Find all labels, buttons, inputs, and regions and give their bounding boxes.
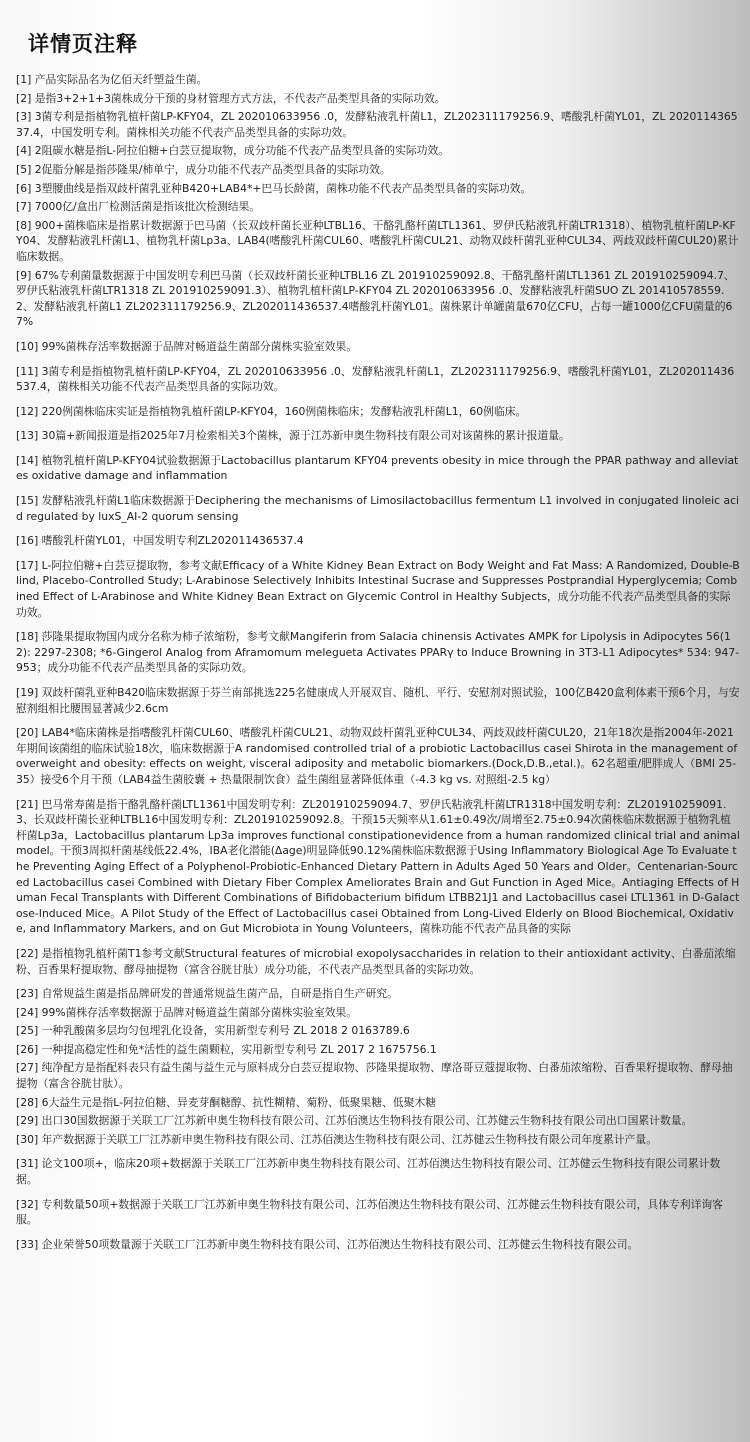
note-item: [6] 3塑腰曲线是指双歧杆菌乳亚种B420+LAB4*+巴马长龄菌，菌株功能不代表产品类型具备的实际功效。 <box>16 181 532 195</box>
note-item: [32] 专利数量50项+数据源于关联工厂江苏新申奥生物科技有限公司、江苏佰澳达生物科技有限公司、江苏健云生物科技有限公司，具体专利详询客服。 <box>16 1197 723 1227</box>
note-item: [12] 220例菌株临床实证是指植物乳植杆菌LP-KFY04，160例菌株临床；发酵粘液乳杆菌L1，60例临床。 <box>16 404 527 418</box>
note-item: [22] 是指植物乳植杆菌T1参考文献Structural features of microbial exopolysaccharides in relation to their antioxidant activity、白番茄浓缩粉、百香果籽提取物、酵母抽提物（富含谷胱甘肽）成分功能，不代表产品类型具备的实际功效。 <box>16 946 736 976</box>
note-item: [17] L-阿拉伯糖+白芸豆提取物，参考文献Efficacy of a White Kidney Bean Extract on Body Weight and Fat Mass: A Randomized, Double-Blind, Placebo-Controlled Study; L-Arabinose Selectively Inhibits Intestinal Sucrase and Suppresses Postprandial Hyperglycemia; Combined Effect of L-Arabinose and White Kidney Bean Extract on Glycemic Control in Healthy Subjects，成分功能不代表产品类型具备的实际功效。 <box>16 558 740 619</box>
note-item: [33] 企业荣誉50项数量源于关联工厂江苏新申奥生物科技有限公司、江苏佰澳达生物科技有限公司、江苏健云生物科技有限公司。 <box>16 1237 639 1251</box>
note-item: [19] 双歧杆菌乳亚种B420临床数据源于芬兰南部挑选225名健康成人开展双盲、随机、平行、安慰剂对照试验，100亿B420盒利体素干预6个月，与安慰剂组相比腰围显著减少2.6cm <box>16 686 740 715</box>
note-item: [1] 产品实际品名为亿佰天纤塑益生菌。 <box>16 73 208 86</box>
note-item: [24] 99%菌株存活率数据源于品牌对畅道益生菌部分菌株实验室效果。 <box>16 1005 358 1019</box>
note-item: [28] 6大益生元是指L-阿拉伯糖、异麦芽酮糖醇、抗性糊精、菊粉、低聚果糖、低聚木糖 <box>16 1095 437 1109</box>
note-item: [8] 900+菌株临床是指累计数据源于巴马菌（长双歧杆菌长亚种LTBL16、干酪乳酪杆菌LTL1361、罗伊氏粘液乳杆菌LTR1318）、植物乳植杆菌LP-KFY04、发酵粘液乳杆菌L1、植物乳杆菌Lp3a、LAB4(嗜酸乳杆菌CUL60、嗜酸乳杆菌CUL21、动物双歧杆菌乳亚种CUL34、两歧双歧杆菌CUL20)累计临床数据。 <box>16 218 739 263</box>
note-item: [26] 一种提高稳定性和免*活性的益生菌颗粒，实用新型专利号 ZL 2017 2 1675756.1 <box>16 1042 437 1056</box>
note-item: [13] 30篇+新闻报道是指2025年7月检索相关3个菌株，源于江苏新申奥生物科技有限公司对该菌株的累计报道量。 <box>16 429 570 443</box>
note-item: [18] 莎隆果提取物国内成分名称为柿子浓缩粉，参考文献Mangiferin from Salacia chinensis Activates AMPK for Lipolysis in Adipocytes 56(12): 2297-2308; *6-Gingerol Analog from Aframomum melegueta Activates PPARγ to Induce Browning in 3T3-L1 Adipocytes* 534: 947-953；成分功能不代表产品类型具备的实际功效。 <box>16 630 740 675</box>
note-item: [16] 嗜酸乳杆菌YL01，中国发明专利ZL202011436537.4 <box>16 534 304 548</box>
note-item: [20] LAB4*临床菌株是指嗜酸乳杆菌CUL60、嗜酸乳杆菌CUL21、动物双歧杆菌乳亚种CUL34、两歧双歧杆菌CUL20，21年18次是指2004年-2021年期间该菌组的临床试验18次，临床数据源于A randomised controlled trial of a probiotic Lactobacillus casei Shirota in the management of overweight and obesity: effects on weight, visceral adiposity and metabolic biomarkers.(Dock,D.B.,etal.)。62名超重/肥胖成人（BMI 25-35）接受6个月干预（LAB4益生菌胶囊 + 热量限制饮食）益生菌组显著降低体重（-4.3 kg vs. 对照组-2.5 kg） <box>16 726 738 786</box>
note-item: [7] 7000亿/盒出厂检测活菌是指该批次检测结果。 <box>16 200 261 214</box>
note-item: [25] 一种乳酸菌多层均匀包埋乳化设备，实用新型专利号 ZL 2018 2 0163789.6 <box>16 1024 410 1038</box>
note-item: [31] 论文100项+，临床20项+数据源于关联工厂江苏新申奥生物科技有限公司、江苏佰澳达生物科技有限公司、江苏健云生物科技有限公司累计数据。 <box>16 1157 721 1187</box>
note-item: [3] 3菌专利是指植物乳植杆菌LP-KFY04，ZL 202010633956 .0，发酵粘液乳杆菌L1，ZL202311179256.9、嗜酸乳杆菌YL01，ZL 202011436537.4，中国发明专利。菌株相关功能不代表产品类型具备的实际功效。 <box>16 110 738 139</box>
page-title: 详情页注释 <box>28 32 138 56</box>
note-item: [14] 植物乳植杆菌LP-KFY04试验数据源于Lactobacillus plantarum KFY04 prevents obesity in mice through the PPAR pathway and alleviates oxidative damage and inflammation <box>16 453 739 483</box>
notes-list <box>16 72 740 1252</box>
note-item: [9] 67%专利菌量数据源于中国发明专利巴马菌（长双歧杆菌长亚种LTBL16 ZL 201910259092.8、干酪乳酪杆菌LTL1361 ZL 201910259094.7、罗伊氏粘液乳杆菌LTR1318 ZL 201910259091.3）、植物乳植杆菌LP-KFY04 ZL 202010633956 .0、发酵粘液乳杆菌SUO ZL 201410578559.2、发酵粘液乳杆菌L1 ZL202311179256.9、ZL202011436537.4嗜酸乳杆菌YL01。菌株累计单罐菌量670亿CFU，占每一罐1000亿CFU菌量的67% <box>16 268 735 329</box>
note-item: [23] 自常规益生菌是指品牌研发的普通常规益生菌产品，自研是指自生产研究。 <box>16 987 398 1001</box>
note-item: [11] 3菌专利是指植物乳植杆菌LP-KFY04，ZL 202010633956 .0、发酵粘液乳杆菌L1，ZL202311179256.9、嗜酸乳杆菌YL01，ZL202011436537.4，菌株相关功能不代表产品类型具备的实际功效。 <box>16 364 735 394</box>
note-item: [2] 是指3+2+1+3菌株成分干预的身材管理方式方法，不代表产品类型具备的实际功效。 <box>16 91 446 105</box>
note-item: [4] 2阻碳水糖是指L-阿拉伯糖+白芸豆提取物，成分功能不代表产品类型具备的实际功效。 <box>16 144 450 158</box>
note-item: [10] 99%菌株存活率数据源于品牌对畅道益生菌部分菌株实验室效果。 <box>16 339 358 353</box>
note-item: [30] 年产数据源于关联工厂江苏新申奥生物科技有限公司、江苏佰澳达生物科技有限公司、江苏健云生物科技有限公司年度累计产量。 <box>16 1132 658 1146</box>
note-item: [29] 出口30国数据源于关联工厂江苏新申奥生物科技有限公司、江苏佰澳达生物科技有限公司、江苏健云生物科技有限公司出口国累计数量。 <box>16 1114 693 1128</box>
note-item: [5] 2促脂分解是指莎隆果/柿单宁，成分功能不代表产品类型具备的实际功效。 <box>16 162 391 176</box>
note-item: [27] 纯净配方是指配料表只有益生菌与益生元与原料成分白芸豆提取物、莎隆果提取物、摩洛哥豆蔻提取物、白番茄浓缩粉、百香果籽提取物、酵母抽提物（富含谷胱甘肽）。 <box>16 1061 733 1091</box>
note-item: [21] 巴马常寿菌是指干酪乳酪杆菌LTL1361中国发明专利：ZL201910259094.7、罗伊氏粘液乳杆菌LTR1318中国发明专利：ZL201910259091.3、长双歧杆菌长亚种LTBL16中国发明专利：ZL201910259092.8。干预15天频率从1.61±0.49次/周增至2.75±0.94次菌株临床数据源于植物乳植杆菌Lp3a，Lactobacillus plantarum Lp3a improves functional constipationevidence from a human randomized clinical trial and animal model。干预3周拟杆菌基线低22.4%，IBA老化潜能(Δage)明显降低90.12%菌株临床数据源于Using Inflammatory Biological Age To Evaluate the Preventing Aging Effect of a Polyphenol-Probiotic-Enhanced Dietary Pattern in Adults Aged 50 Years and Older。Centenarian-Sourced Lactobacillus casei Combined with Dietary Fiber Complex Ameliorates Brain and Gut Function in Aged Mice。Antiaging Effects of Human Fecal Transplants with Different Combinations of Bifidobacterium bifidum LTBB21J1 and Lactobacillus casei LTL1361 in D-Galactose-Induced Mice。A Pilot Study of the Effect of Lactobacillus casei Obtained from Long-Lived Elderly on Blood Biochemical, Oxidative, and Inflammatory Markers, and on Gut Microbiota in Young Volunteers，菌株功能不代表产品具备的实际 <box>16 797 740 936</box>
note-item: [15] 发酵粘液乳杆菌L1临床数据源于Deciphering the mechanisms of Limosilactobacillus fermentum L1 involved in conjugated linoleic acid regulated by luxS_AI-2 quorum sensing <box>16 494 740 523</box>
